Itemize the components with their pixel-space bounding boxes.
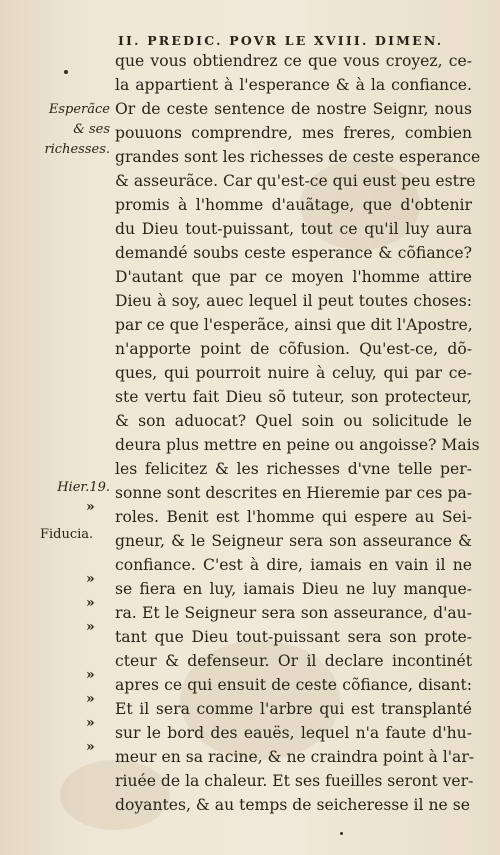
text-line: les felicitez & les richesses d'vne telle per- xyxy=(115,460,472,478)
text-line: par ce que l'esperãce, ainsi que dit l'Apostre, xyxy=(115,316,473,334)
text-line: doyantes, & au temps de seicheresse il ne se xyxy=(115,796,470,814)
text-line: & son aduocat? Quel soin ou solicitude le xyxy=(115,412,472,430)
text-line: sur le bord des eauës, lequel n'a faute d'hu- xyxy=(115,724,472,742)
text-line: roles. Benit est l'homme qui espere au Sei- xyxy=(115,508,472,526)
text-line: se fiera en luy, iamais Dieu ne luy manque- xyxy=(115,580,472,598)
margin-note-line: & ses xyxy=(73,122,110,137)
running-header: II. PREDIC. POVR LE XVIII. DIMEN. xyxy=(118,33,444,48)
quote-mark: » xyxy=(86,499,95,515)
text-line: la appartient à l'esperance & à la confiance. xyxy=(115,76,472,94)
text-line: grandes sont les richesses de ceste esperance xyxy=(115,148,481,166)
text-line: ste vertu fait Dieu sõ tuteur, son protecteur, xyxy=(115,388,472,406)
text-line: riuée de la chaleur. Et ses fueilles seront ver- xyxy=(115,772,474,790)
text-line: promis à l'homme d'auãtage, que d'obtenir xyxy=(115,196,472,214)
margin-note-line: Esperãce xyxy=(48,102,110,117)
text-line: apres ce qui ensuit de ceste cõfiance, disant: xyxy=(115,676,472,694)
text-line: D'autant que par ce moyen l'homme attire xyxy=(115,268,472,286)
margin-note-fiducia: Fiducia. xyxy=(40,527,94,542)
quote-mark: » xyxy=(86,691,95,707)
text-line: pouuons comprendre, mes freres, combien xyxy=(115,124,472,142)
text-line: & asseurãce. Car qu'est-ce qui eust peu estre xyxy=(115,172,476,190)
margin-note-hier: Hier.19. xyxy=(57,480,110,495)
text-line: sonne sont descrites en Hieremie par ces pa- xyxy=(115,484,473,502)
text-line: que vous obtiendrez ce que vous croyez, ce- xyxy=(115,52,472,70)
ornament-dot xyxy=(340,832,343,835)
text-line: demandé soubs ceste esperance & cõfiance? xyxy=(115,244,472,262)
text-line: confiance. C'est à dire, iamais en vain il ne xyxy=(115,556,472,574)
quote-mark: » xyxy=(86,595,95,611)
text-line: tant que Dieu tout-puissant sera son prote- xyxy=(115,628,472,646)
text-line: deura plus mettre en peine ou angoisse? Mais xyxy=(115,436,480,454)
text-line: gneur, & le Seigneur sera son asseurance & xyxy=(115,532,472,550)
text-line: n'apporte point de cõfusion. Qu'est-ce, dõ- xyxy=(115,340,472,358)
text-line: ques, qui pourroit nuire à celuy, qui par ce- xyxy=(115,364,472,382)
text-line: du Dieu tout-puissant, tout ce qu'il luy aura xyxy=(115,220,472,238)
text-line: ra. Et le Seigneur sera son asseurance, d'au- xyxy=(115,604,472,622)
quote-mark: » xyxy=(86,667,95,683)
text-line: Or de ceste sentence de nostre Seignr, nous xyxy=(115,100,472,118)
text-line: meur en sa racine, & ne craindra point à l'ar- xyxy=(115,748,475,766)
quote-mark: » xyxy=(86,571,95,587)
margin-note-esperance xyxy=(40,100,110,160)
text-line: Dieu à soy, auec lequel il peut toutes choses: xyxy=(115,292,472,310)
text-line: cteur & defenseur. Or il declare incontinét xyxy=(115,652,472,670)
quote-mark: » xyxy=(86,715,95,731)
text-line: Et il sera comme l'arbre qui est transplanté xyxy=(115,700,472,718)
ornament-dot xyxy=(64,70,68,74)
quote-mark: » xyxy=(86,619,95,635)
quote-mark: » xyxy=(86,739,95,755)
margin-note-line: richesses. xyxy=(44,142,110,157)
